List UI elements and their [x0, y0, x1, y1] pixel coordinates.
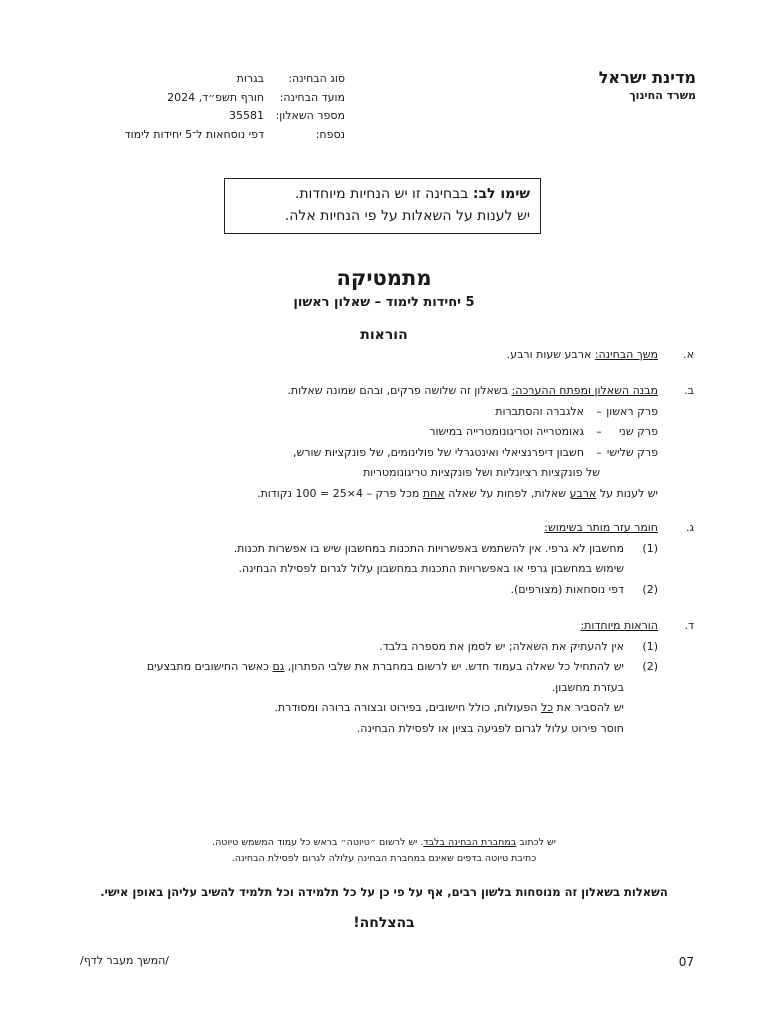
- section-line: [257, 384, 658, 405]
- item-text-continued: שימוש במחשבון גרפי או באפשרויות התכנות במחשבון עלול לגרום לפסילת הבחינה.: [238, 562, 624, 575]
- section-heading: הוראות מיוחדות:: [580, 619, 658, 632]
- notice-text: בבחינה זו יש הנחיות מיוחדות.: [294, 186, 469, 202]
- item-number: (2): [642, 660, 658, 673]
- meta-label: סוג הבחינה:: [288, 72, 345, 85]
- rule-emphasis: ארבע: [569, 486, 597, 500]
- meta-value: חורף תשפ״ד, 2024: [167, 90, 264, 104]
- item-text: יש להסביר את: [553, 701, 624, 714]
- draft-note-line: [0, 835, 768, 851]
- numbered-item: [147, 640, 658, 661]
- section-heading: משך הבחינה:: [594, 348, 658, 361]
- section-letter: ד.: [684, 619, 694, 632]
- ministry-name: משרד החינוך: [629, 89, 696, 102]
- notice-line: [235, 183, 530, 205]
- chapter-name: פרק שלישי: [606, 445, 658, 459]
- rule-text: שאלות, לפחות על שאלה: [444, 486, 570, 500]
- meta-value: 35581: [229, 109, 264, 122]
- meta-row: [125, 128, 345, 147]
- chapter-name: פרק שני: [618, 425, 658, 438]
- draft-emphasis: במחברת הבחינה בלבד: [423, 837, 517, 848]
- item-text: מחשבון לא גרפי. אין להשתמש באפשרויות התכנות במחשבון שיש בו אפשרות תכנות.: [233, 541, 624, 555]
- section-heading: חומר עזר מותר בשימוש:: [544, 521, 658, 534]
- item-emphasis: גם: [272, 660, 285, 673]
- meta-label: מועד הבחינה:: [279, 90, 345, 104]
- chapter-topic: חשבון דיפרנציאלי ואינטגרלי של פולינומים, של פונקציות שורש,: [293, 445, 584, 459]
- rule-text: יש לענות על: [596, 486, 658, 500]
- dash: –: [596, 404, 602, 418]
- meta-label: נספח:: [315, 127, 345, 141]
- chapter-topic: אלגברה והסתברות: [495, 404, 584, 418]
- section-body: [234, 521, 658, 603]
- chapter-row: [257, 446, 658, 467]
- page-title: מתמטיקה: [336, 266, 432, 290]
- numbered-item: [234, 542, 658, 563]
- item-text: דפי נוסחאות (מצורפים).: [510, 582, 624, 596]
- section-text: ארבע שעות ורבע.: [506, 348, 592, 361]
- meta-row: [125, 72, 345, 91]
- page-subtitle: 5 יחידות לימוד – שאלון ראשון: [293, 295, 475, 310]
- numbered-item: [234, 583, 658, 604]
- section-letter: א.: [683, 348, 694, 361]
- answer-rule: [257, 487, 658, 508]
- section-line: [234, 521, 658, 542]
- special-notice-box: [224, 178, 541, 234]
- item-text-continued: חוסר פירוט עלול לגרום לפגיעה בציון או לפסילת הבחינה.: [356, 721, 624, 735]
- chapter-topic-continued: של פונקציות רציונליות ושל פונקציות טריגונומטריות: [363, 466, 600, 479]
- draft-text: . יש לרשום ״טיוטה״ בראש כל עמוד המשמש טיוטה.: [212, 837, 424, 848]
- item-text: הפעולות, כולל חישובים, בפירוט ובצורה ברורה ומסודרת.: [274, 701, 541, 714]
- section-line: [147, 619, 658, 640]
- item-text-continued: בעזרת מחשבון.: [551, 680, 624, 694]
- chapter-row: [257, 405, 658, 426]
- item-emphasis: כל: [540, 701, 554, 714]
- rule-emphasis: אחת: [422, 486, 445, 500]
- section-body: [507, 348, 658, 361]
- section-text: בשאלון זה שלושה פרקים, ובהם שמונה שאלות.: [287, 384, 509, 397]
- notice-line: יש לענות על השאלות על פי הנחיות אלה.: [284, 208, 530, 224]
- item-text-continued: [147, 701, 658, 722]
- notice-prefix: שימו לב:: [472, 186, 530, 202]
- section-line: [74, 348, 694, 369]
- state-name: מדינת ישראל: [598, 68, 696, 87]
- issuer-header: [599, 68, 696, 104]
- draft-text: יש לכתוב: [516, 837, 556, 848]
- meta-row: [125, 91, 345, 110]
- rule-text: מכל פרק – 4×25 = 100 נקודות.: [257, 486, 423, 500]
- dash: –: [596, 425, 602, 438]
- numbered-item: [147, 660, 658, 681]
- item-text: אין להעתיק את השאלה; יש לסמן את מספרה בלבד.: [379, 639, 624, 653]
- chapter-name: פרק ראשון: [606, 404, 658, 418]
- item-text: כאשר החישובים מתבצעים: [146, 660, 273, 673]
- meta-row: [125, 109, 345, 128]
- item-text: יש להתחיל כל שאלה בעמוד חדש. יש לרשום במחברת את שלבי הפתרון,: [284, 660, 624, 673]
- draft-note-line: כתיבת טיוטה בדפים שאינם במחברת הבחינה עלולה לגרום לפסילת הבחינה.: [231, 853, 537, 864]
- meta-value: בגרות: [236, 72, 264, 85]
- item-number: (1): [642, 639, 658, 653]
- chapter-topic: גאומטרייה וטריגונומטרייה במישור: [429, 425, 584, 438]
- section-heading: מבנה השאלון ומפתח ההערכה:: [511, 384, 658, 397]
- item-number: (1): [642, 541, 658, 555]
- item-number: (2): [642, 582, 658, 596]
- chapter-row: [257, 425, 658, 446]
- gender-note: השאלות בשאלון זה מנוסחות בלשון רבים, אף על פי כן על כל תלמידה וכל תלמיד להשיב עליהן באופן אישי.: [100, 885, 668, 899]
- draft-note: [0, 835, 768, 867]
- section-body: [147, 619, 658, 742]
- section-body: [257, 384, 658, 507]
- instructions-heading: הוראות: [360, 327, 408, 343]
- meta-value: דפי נוסחאות ל־5 יחידות לימוד: [124, 127, 264, 141]
- exam-metadata: [125, 72, 345, 146]
- continue-note: /המשך מעבר לדף/: [80, 954, 169, 967]
- good-luck: בהצלחה!: [353, 915, 415, 931]
- section-letter: ג.: [685, 521, 694, 534]
- section-letter: ב.: [684, 384, 694, 397]
- dash: –: [596, 445, 602, 459]
- section-a: [74, 348, 694, 369]
- meta-label: מספר השאלון:: [275, 109, 345, 122]
- page-number: 07: [678, 955, 694, 969]
